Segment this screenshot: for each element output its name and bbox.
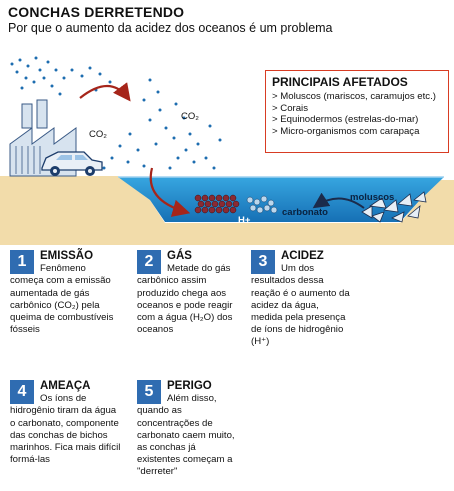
step-3-title: ACIDEZ: [281, 250, 324, 262]
affected-box: [265, 70, 449, 153]
co2-label-left: CO₂: [89, 129, 107, 140]
affected-item: > Equinodermos (estrelas-do-mar): [272, 114, 419, 125]
step-5: [137, 380, 241, 479]
step-2: [137, 250, 241, 336]
step-3-text: Um dos resultados dessa reação é o aumento da acidez da água, medida pela presença de íons de hidrogênio (H⁺): [251, 263, 350, 348]
step-5-text: Além disso, quando as concentrações de carbonato caem muito, as conchas já existentes começam a "derreter": [137, 393, 235, 478]
hplus-label: H+: [238, 215, 251, 226]
step-1-text: Fenômeno começa com a emissão aumentada de gás carbônico (CO₂) pela queima de combustíveis fósseis: [10, 263, 114, 336]
step-4-title: AMEAÇA: [40, 380, 91, 392]
co2-label-right: CO₂: [181, 111, 199, 122]
emission-arrow: [80, 86, 128, 98]
step-2-text: Metade do gás carbônico assim produzido chega aos oceanos e pode reagir com a água (H₂O) dos oceanos: [137, 263, 233, 336]
step-1-title: EMISSÃO: [40, 250, 94, 262]
step-4-text: Os íons de hidrogênio tiram da água o carbonato, componente das conchas de bichos marinhos. Fica mais difícil formá-las: [10, 393, 121, 466]
step-4: [10, 380, 122, 466]
step-2-number: 2: [137, 250, 161, 274]
moluscos-label: moluscos: [350, 192, 395, 203]
step-3-number: 3: [251, 250, 275, 274]
step-3: [251, 250, 351, 349]
infographic-subtitle: Por que o aumento da acidez dos oceanos é um problema: [8, 21, 333, 35]
step-1: [10, 250, 122, 336]
affected-item: > Corais: [272, 102, 308, 114]
affected-box-title: PRINCIPAIS AFETADOS: [272, 75, 408, 89]
step-1-number: 1: [10, 250, 34, 274]
carbonato-label: carbonato: [282, 207, 328, 218]
step-5-number: 5: [137, 380, 161, 404]
sea: [118, 177, 444, 222]
step-5-title: PERIGO: [167, 380, 212, 392]
step-2-title: GÁS: [167, 250, 192, 262]
step-4-number: 4: [10, 380, 34, 404]
affected-item: > Moluscos (mariscos, caramujos etc.): [272, 91, 436, 102]
infographic-title: CONCHAS DERRETENDO: [8, 4, 185, 20]
affected-item: > Micro-organismos com carapaça: [272, 125, 420, 137]
